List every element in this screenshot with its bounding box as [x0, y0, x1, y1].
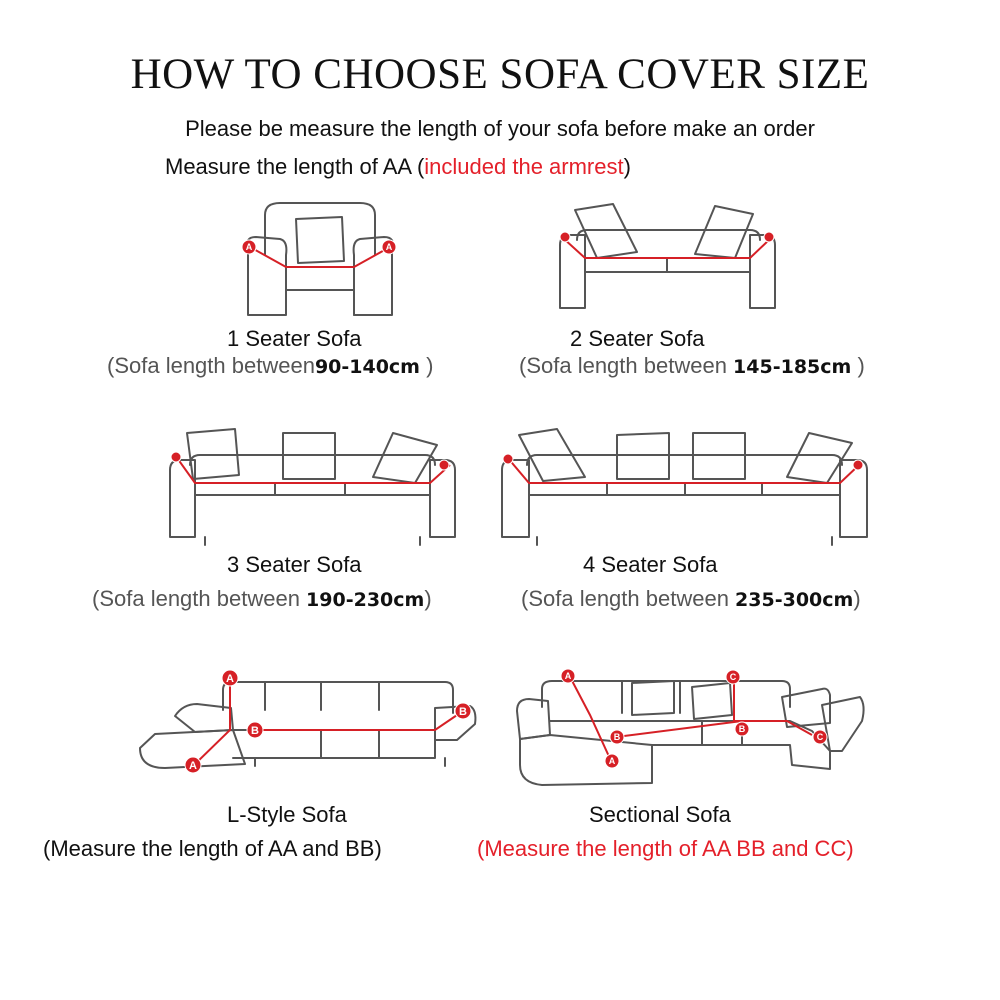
- range-suffix: ): [424, 586, 432, 611]
- range-value: 190-230cm: [306, 589, 425, 611]
- marker-a-icon: [853, 460, 863, 470]
- marker-a-icon: [171, 452, 181, 462]
- sofa-length-range: [107, 353, 433, 379]
- sofa-name: 4 Seater Sofa: [583, 552, 718, 577]
- sofa-name: 2 Seater Sofa: [570, 326, 705, 351]
- sofa-name: Sectional Sofa: [589, 802, 731, 827]
- four-seater-sofa-illustration: [497, 425, 872, 550]
- marker-c-label: C: [816, 732, 824, 742]
- marker-a-icon: [560, 232, 570, 242]
- marker-b-label: B: [613, 732, 621, 742]
- l-style-measure-note: (Measure the length of AA and BB): [43, 836, 382, 861]
- marker-a-icon: [764, 232, 774, 242]
- sectional-sofa-illustration: [512, 665, 867, 790]
- marker-a-icon: [439, 460, 449, 470]
- sofa-length-range: [519, 353, 865, 379]
- sofa-length-range: [92, 586, 432, 612]
- range-suffix: ): [851, 353, 865, 378]
- range-value: 235-300cm: [735, 589, 854, 611]
- measure-prefix: Measure the length of AA (: [165, 154, 425, 179]
- sectional-measure-note: (Measure the length of AA BB and CC): [477, 836, 854, 861]
- range-suffix: ): [420, 353, 434, 378]
- one-seater-sofa-illustration: [230, 195, 410, 325]
- range-prefix: (Sofa length between: [107, 353, 315, 378]
- marker-a-label: A: [564, 671, 572, 681]
- range-prefix: (Sofa length between: [521, 586, 736, 611]
- marker-a-label: A: [189, 760, 197, 772]
- marker-c-label: C: [729, 672, 737, 682]
- three-seater-sofa-illustration: [165, 425, 460, 550]
- range-value: 90-140cm: [314, 356, 420, 378]
- l-style-sofa-illustration: [135, 668, 480, 773]
- instruction-text: Please be measure the length of your sofa before make an order: [185, 116, 815, 141]
- marker-a-label: A: [385, 242, 393, 252]
- measure-instruction: [165, 154, 631, 180]
- marker-b-label: B: [459, 706, 467, 718]
- sofa-name: L-Style Sofa: [227, 802, 347, 827]
- measure-suffix: ): [623, 154, 631, 179]
- two-seater-sofa-illustration: [555, 200, 780, 315]
- marker-a-label: A: [226, 673, 234, 685]
- marker-a-label: A: [608, 756, 616, 766]
- range-value: 145-185cm: [733, 356, 852, 378]
- sofa-name: 1 Seater Sofa: [227, 326, 362, 351]
- range-suffix: ): [853, 586, 861, 611]
- marker-a-label: A: [245, 242, 253, 252]
- marker-a-icon: [503, 454, 513, 464]
- sofa-name: 3 Seater Sofa: [227, 552, 362, 577]
- sofa-length-range: [521, 586, 861, 612]
- range-prefix: (Sofa length between: [519, 353, 734, 378]
- marker-b-label: B: [738, 724, 746, 734]
- armrest-note: included the armrest: [424, 154, 624, 179]
- page-title: HOW TO CHOOSE SOFA COVER SIZE: [130, 51, 870, 98]
- range-prefix: (Sofa length between: [92, 586, 307, 611]
- marker-b-label: B: [251, 725, 259, 737]
